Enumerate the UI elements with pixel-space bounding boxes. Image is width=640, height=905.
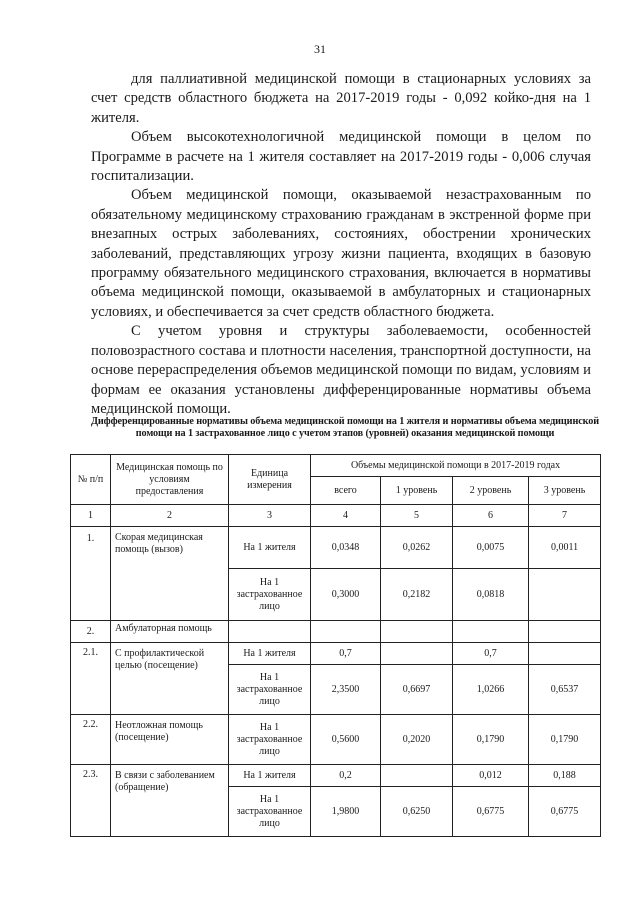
empty-cell: [381, 621, 453, 643]
norms-table: [70, 454, 601, 837]
cell-total: 0,2: [311, 765, 381, 787]
header-unit: Единица измерения: [229, 455, 311, 505]
header-level3: 3 уровень: [529, 477, 601, 505]
table-row: [71, 643, 601, 665]
row-num: 1.: [71, 527, 111, 621]
header-level2: 2 уровень: [453, 477, 529, 505]
paragraph: для паллиативной медицинской помощи в стационарных условиях за счет средств областного бюджета на 2017-2019 годы - 0,092 койко-дня на 1 жителя.: [91, 71, 591, 126]
cell-level3: 0,6537: [529, 665, 601, 715]
body-text: [91, 70, 591, 419]
row-type: Амбулаторная помощь: [111, 621, 229, 643]
column-number: 1: [71, 505, 111, 527]
cell-level1: 0,6250: [381, 787, 453, 837]
cell-level3: 0,0011: [529, 527, 601, 569]
row-type: С профилактической целью (посещение): [111, 643, 229, 715]
column-number: 5: [381, 505, 453, 527]
row-unit: На 1 жителя: [229, 527, 311, 569]
cell-level3: [529, 643, 601, 665]
cell-level1: 0,2020: [381, 715, 453, 765]
cell-level2: 1,0266: [453, 665, 529, 715]
row-type: Неотложная помощь (посещение): [111, 715, 229, 765]
table-row: [71, 715, 601, 765]
row-unit: На 1 застрахованное лицо: [229, 787, 311, 837]
cell-level1: 0,6697: [381, 665, 453, 715]
cell-level2: 0,6775: [453, 787, 529, 837]
cell-total: 0,7: [311, 643, 381, 665]
header-volumes: Объемы медицинской помощи в 2017-2019 годах: [311, 455, 601, 477]
table-title: Дифференцированные нормативы объема медицинской помощи на 1 жителя и нормативы объема медицинской помощи на 1 застрахованное лицо с учетом этапов (уровней) оказания медицинской помощи: [90, 416, 600, 440]
cell-level1: 0,0262: [381, 527, 453, 569]
paragraph: Объем высокотехнологичной медицинской помощи в целом по Программе в расчете на 1 жителя составляет на 2017-2019 годы - 0,006 случая госпитализации.: [91, 129, 591, 185]
empty-cell: [229, 621, 311, 643]
row-type: В связи с заболеванием (обращение): [111, 765, 229, 837]
cell-level2: 0,0075: [453, 527, 529, 569]
cell-total: 0,5600: [311, 715, 381, 765]
row-unit: На 1 жителя: [229, 765, 311, 787]
cell-level1: [381, 765, 453, 787]
column-number: 7: [529, 505, 601, 527]
cell-level1: 0,2182: [381, 569, 453, 621]
column-number: 2: [111, 505, 229, 527]
cell-total: 1,9800: [311, 787, 381, 837]
empty-cell: [529, 621, 601, 643]
row-unit: На 1 застрахованное лицо: [229, 665, 311, 715]
cell-level2: 0,012: [453, 765, 529, 787]
cell-level2: 0,7: [453, 643, 529, 665]
table-row: [71, 527, 601, 569]
cell-total: 2,3500: [311, 665, 381, 715]
cell-total: 0,3000: [311, 569, 381, 621]
cell-level3: [529, 569, 601, 621]
cell-level1: [381, 643, 453, 665]
column-number-row: [71, 505, 601, 527]
column-number: 4: [311, 505, 381, 527]
table-header-row: [71, 455, 601, 477]
header-level1: 1 уровень: [381, 477, 453, 505]
page-number: 31: [314, 42, 326, 56]
paragraph: С учетом уровня и структуры заболеваемости, особенностей половозрастного состава и плотности населения, транспортной доступности, на основе перераспределения объемов медицинской помощи по видам, условиям и формам ее оказания установлены дифференцированные нормативы объема медицинской помощи.: [91, 323, 591, 417]
row-unit: На 1 жителя: [229, 643, 311, 665]
cell-total: 0,0348: [311, 527, 381, 569]
row-unit: На 1 застрахованное лицо: [229, 569, 311, 621]
table-row: [71, 765, 601, 787]
header-total: всего: [311, 477, 381, 505]
paragraph: Объем медицинской помощи, оказываемой незастрахованным по обязательному медицинскому страхованию гражданам в экстренной форме при внезапных острых заболеваниях, состояниях, обострении хронических заболеваний, представляющих угрозу жизни пациента, входящих в базовую программу обязательного медицинского страхования, включается в нормативы объема медицинской помощи, оказываемой в амбулаторных и стационарных условиях, и обеспечивается за счет средств областного бюджета.: [91, 187, 591, 320]
row-num: 2.2.: [71, 715, 111, 765]
cell-level3: 0,6775: [529, 787, 601, 837]
row-num: 2.1.: [71, 643, 111, 715]
empty-cell: [453, 621, 529, 643]
column-number: 3: [229, 505, 311, 527]
column-number: 6: [453, 505, 529, 527]
table-row-section: [71, 621, 601, 643]
row-num: 2.: [71, 621, 111, 643]
row-type: Скорая медицинская помощь (вызов): [111, 527, 229, 621]
cell-level2: 0,1790: [453, 715, 529, 765]
row-num: 2.3.: [71, 765, 111, 837]
header-type: Медицинская помощь по условиям предоставления: [111, 455, 229, 505]
header-num: № п/п: [71, 455, 111, 505]
cell-level2: 0,0818: [453, 569, 529, 621]
cell-level3: 0,1790: [529, 715, 601, 765]
row-unit: На 1 застрахованное лицо: [229, 715, 311, 765]
cell-level3: 0,188: [529, 765, 601, 787]
empty-cell: [311, 621, 381, 643]
